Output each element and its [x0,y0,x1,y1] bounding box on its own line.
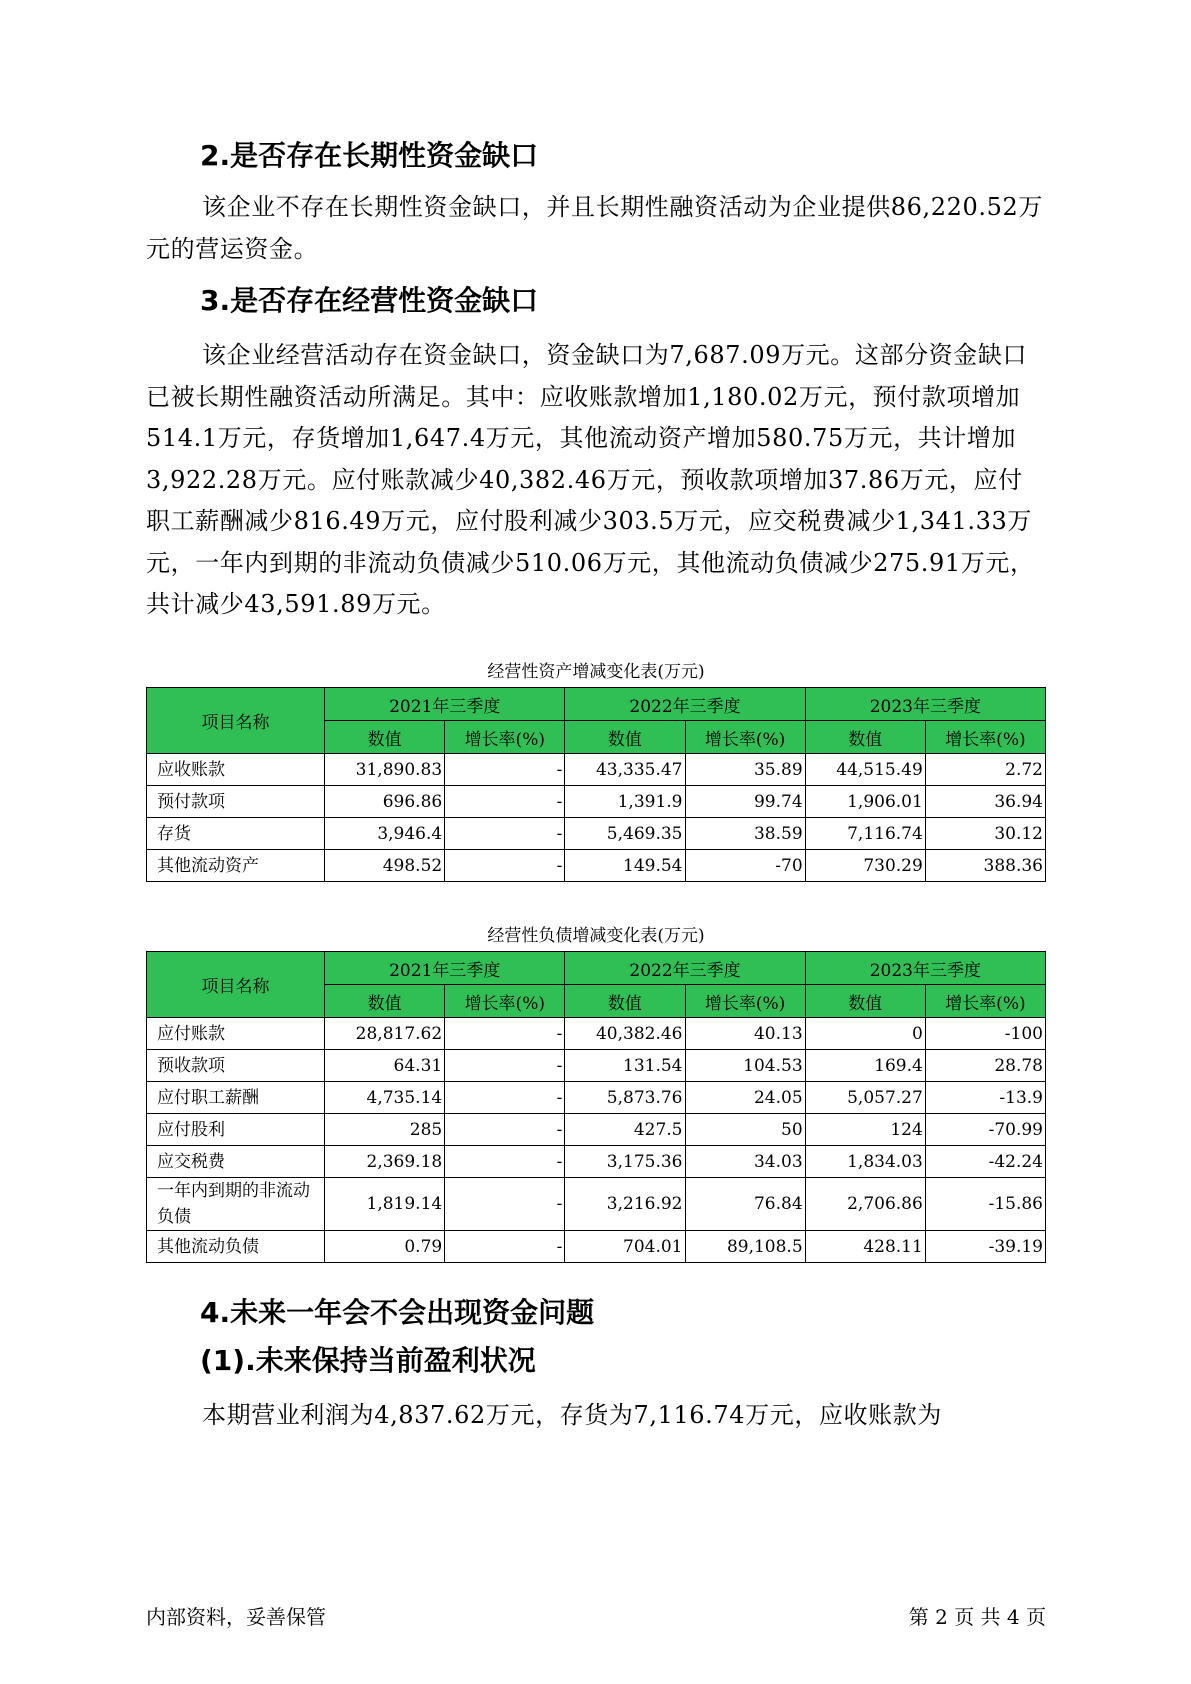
section-4-paragraph: 本期营业利润为4,837.62万元，存货为7,116.74万元，应收账款为 [202,1401,942,1429]
growth-2021-cell: - [445,1082,565,1114]
value-header: 数值 [565,985,685,1018]
growth-rate-header: 增长率(%) [925,721,1045,754]
table-row [147,850,1046,882]
value-2021-cell: 31,890.83 [325,754,445,786]
section-2-paragraph: 该企业不存在长期性资金缺口，并且长期性融资活动为企业提供86,220.52万元的营运资金。 [146,193,1043,263]
growth-2022-cell: 76.84 [685,1178,805,1231]
value-2021-cell: 696.86 [325,786,445,818]
value-2022-cell: 5,469.35 [565,818,685,850]
row-item-name-cell: 预付款项 [147,786,325,818]
growth-2023-cell: -70.99 [925,1114,1045,1146]
table-row [147,1231,1046,1263]
value-2021-cell: 3,946.4 [325,818,445,850]
section-3-heading: 3.是否存在经营性资金缺口 [200,284,539,317]
value-2021-cell: 4,735.14 [325,1082,445,1114]
growth-2021-cell: - [445,1178,565,1231]
value-2023-cell: 44,515.49 [805,754,925,786]
table-row [147,1114,1046,1146]
value-2023-cell: 730.29 [805,850,925,882]
value-2022-cell: 149.54 [565,850,685,882]
table-row [147,786,1046,818]
section-3-paragraph: 该企业经营活动存在资金缺口，资金缺口为7,687.09万元。这部分资金缺口已被长期性融资活动所满足。其中：应收账款增加1,180.02万元，预付款项增加514.1万元，存货增加1,647.4万元，其他流动资产增加580.75万元，共计增加3,922.28万元。应付账款减少40,382.46万元，预收款项增加37.86万元，应付职工薪酬减少816.49万元，应付股利减少303.5万元，应交税费减少1,341.33万元，一年内到期的非流动负债减少510.06万元，其他流动负债减少275.91万元，共计减少43,591.89万元。 [146,341,1035,618]
value-2023-cell: 5,057.27 [805,1082,925,1114]
row-item-name-cell: 一年内到期的非流动负债 [147,1178,325,1231]
value-2021-cell: 28,817.62 [325,1018,445,1050]
growth-2022-cell: 104.53 [685,1050,805,1082]
row-item-name-cell: 应收账款 [147,754,325,786]
growth-2022-cell: 40.13 [685,1018,805,1050]
table-row [147,1146,1046,1178]
value-2023-cell: 169.4 [805,1050,925,1082]
footer-page-number: 第 2 页 共 4 页 [908,1605,1046,1629]
row-item-name-cell: 预收款项 [147,1050,325,1082]
growth-2023-cell: -100 [925,1018,1045,1050]
period-header: 2022年三季度 [565,952,805,985]
period-header: 2021年三季度 [325,688,565,721]
section-4-heading: 4.未来一年会不会出现资金问题 [200,1296,595,1329]
value-2022-cell: 43,335.47 [565,754,685,786]
growth-2022-cell: -70 [685,850,805,882]
growth-rate-header: 增长率(%) [925,985,1045,1018]
value-2022-cell: 1,391.9 [565,786,685,818]
growth-rate-header: 增长率(%) [685,721,805,754]
table-row [147,1178,1046,1231]
value-2022-cell: 5,873.76 [565,1082,685,1114]
growth-2023-cell: 388.36 [925,850,1045,882]
row-item-name-cell: 应付账款 [147,1018,325,1050]
value-2022-cell: 3,175.36 [565,1146,685,1178]
row-item-name-cell: 应交税费 [147,1146,325,1178]
assets-table [146,687,1046,882]
table-row [147,818,1046,850]
growth-2021-cell: - [445,1114,565,1146]
row-item-name-cell: 其他流动资产 [147,850,325,882]
value-2022-cell: 131.54 [565,1050,685,1082]
growth-2021-cell: - [445,818,565,850]
growth-2023-cell: 28.78 [925,1050,1045,1082]
growth-2022-cell: 24.05 [685,1082,805,1114]
value-2021-cell: 0.79 [325,1231,445,1263]
value-header: 数值 [325,721,445,754]
growth-rate-header: 增长率(%) [445,985,565,1018]
liabilities-table-caption: 经营性负债增减变化表(万元) [487,926,705,946]
table-row [147,1082,1046,1114]
period-header: 2021年三季度 [325,952,565,985]
assets-table-caption: 经营性资产增减变化表(万元) [487,662,705,682]
growth-2021-cell: - [445,1018,565,1050]
growth-2023-cell: -15.86 [925,1178,1045,1231]
item-name-header: 项目名称 [147,688,325,754]
growth-2021-cell: - [445,850,565,882]
value-2023-cell: 0 [805,1018,925,1050]
growth-2022-cell: 89,108.5 [685,1231,805,1263]
growth-2021-cell: - [445,786,565,818]
value-2023-cell: 1,906.01 [805,786,925,818]
value-2023-cell: 1,834.03 [805,1146,925,1178]
growth-2021-cell: - [445,1231,565,1263]
value-2023-cell: 7,116.74 [805,818,925,850]
growth-2022-cell: 50 [685,1114,805,1146]
value-header: 数值 [565,721,685,754]
footer-confidential-note: 内部资料，妥善保管 [146,1605,326,1629]
value-2021-cell: 64.31 [325,1050,445,1082]
growth-2023-cell: 2.72 [925,754,1045,786]
table-row [147,1018,1046,1050]
growth-2023-cell: -13.9 [925,1082,1045,1114]
value-header: 数值 [325,985,445,1018]
growth-2021-cell: - [445,1050,565,1082]
row-item-name-cell: 应付股利 [147,1114,325,1146]
item-name-header: 项目名称 [147,952,325,1018]
growth-2022-cell: 38.59 [685,818,805,850]
period-header: 2023年三季度 [805,688,1045,721]
value-2023-cell: 2,706.86 [805,1178,925,1231]
row-item-name-cell: 存货 [147,818,325,850]
growth-2022-cell: 35.89 [685,754,805,786]
growth-2022-cell: 34.03 [685,1146,805,1178]
growth-2021-cell: - [445,1146,565,1178]
growth-2023-cell: -42.24 [925,1146,1045,1178]
value-2023-cell: 428.11 [805,1231,925,1263]
liabilities-table [146,951,1046,1263]
value-2022-cell: 3,216.92 [565,1178,685,1231]
value-2021-cell: 2,369.18 [325,1146,445,1178]
value-header: 数值 [805,985,925,1018]
growth-2023-cell: 36.94 [925,786,1045,818]
growth-2021-cell: - [445,754,565,786]
growth-rate-header: 增长率(%) [685,985,805,1018]
growth-2023-cell: -39.19 [925,1231,1045,1263]
value-2021-cell: 285 [325,1114,445,1146]
period-header: 2022年三季度 [565,688,805,721]
growth-2022-cell: 99.74 [685,786,805,818]
period-header: 2023年三季度 [805,952,1045,985]
section-2-heading: 2.是否存在长期性资金缺口 [200,139,539,172]
value-2022-cell: 427.5 [565,1114,685,1146]
row-item-name-cell: 其他流动负债 [147,1231,325,1263]
value-2022-cell: 704.01 [565,1231,685,1263]
table-row [147,1050,1046,1082]
value-2021-cell: 1,819.14 [325,1178,445,1231]
value-2022-cell: 40,382.46 [565,1018,685,1050]
growth-rate-header: 增长率(%) [445,721,565,754]
value-2023-cell: 124 [805,1114,925,1146]
value-2021-cell: 498.52 [325,850,445,882]
row-item-name-cell: 应付职工薪酬 [147,1082,325,1114]
table-row [147,754,1046,786]
value-header: 数值 [805,721,925,754]
growth-2023-cell: 30.12 [925,818,1045,850]
section-4-1-subheading: (1).未来保持当前盈利状况 [200,1344,536,1377]
